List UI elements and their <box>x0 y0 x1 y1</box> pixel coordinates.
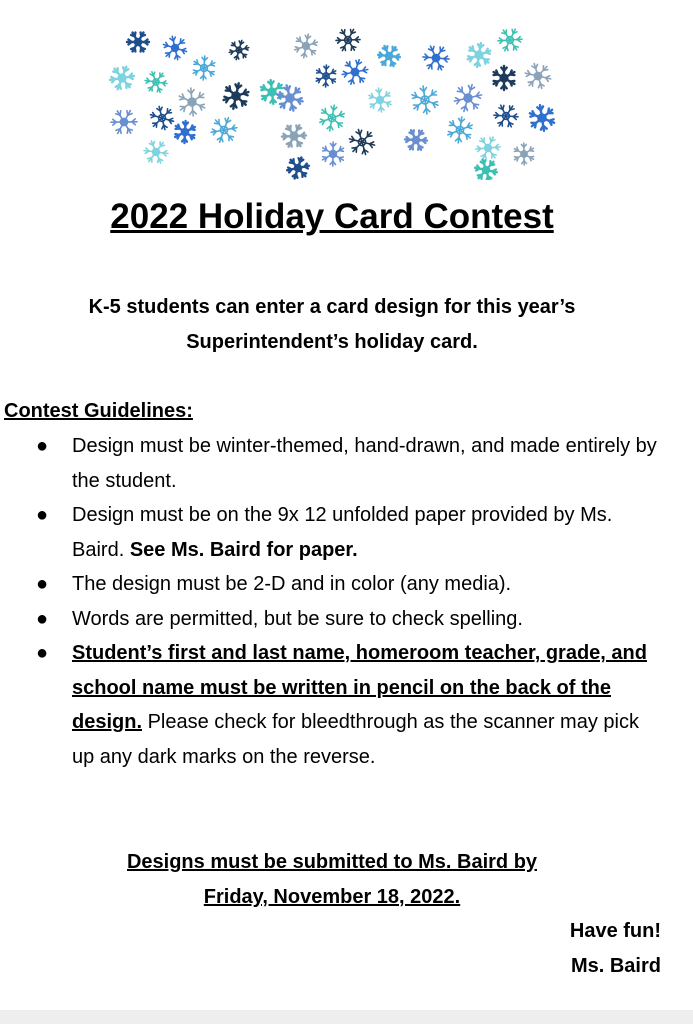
guideline-emphasis-text: Student’s first and last name, homeroom teacher, grade, and school name must be written in pencil on the back of the design. <box>72 642 647 733</box>
deadline-notice <box>0 845 664 915</box>
snowflake-icon <box>476 137 500 159</box>
snowflake-icon <box>530 105 554 131</box>
snowflake-icon <box>127 33 149 52</box>
sign-off <box>570 914 661 984</box>
snowflake-icon <box>111 111 137 134</box>
guideline-item <box>34 429 664 498</box>
snowflake-icon <box>423 46 449 70</box>
snowflake-icon <box>525 64 550 89</box>
snowflake-icon <box>175 121 195 143</box>
guidelines-list <box>34 429 664 774</box>
page-bottom-margin <box>0 1010 693 1024</box>
closing-text: Have fun! <box>569 920 661 942</box>
guideline-item <box>34 602 664 637</box>
page-title: 2022 Holiday Card Contest <box>110 197 554 236</box>
guideline-bold-text: See Ms. Baird for paper. <box>129 538 358 561</box>
snowflake-icon <box>475 160 497 181</box>
snowflake-icon <box>110 67 134 89</box>
snowflake-icon <box>282 125 306 146</box>
snowflake-icon <box>405 130 427 150</box>
snowflake-banner <box>100 20 570 180</box>
snowflake-icon <box>468 43 490 67</box>
guideline-text: Words are permitted, but be sure to check spelling. <box>72 607 523 630</box>
snowflake-icon <box>224 83 249 108</box>
guideline-text: Please check for bleedthrough as the scanner may pick up any dark marks on the reverse. <box>72 711 639 768</box>
snowflake-icon <box>454 85 481 112</box>
intro-line-1: K-5 students can enter a card design for this year’s <box>88 296 576 318</box>
snowflake-icon <box>369 88 391 112</box>
snowflake-icon <box>229 40 248 59</box>
snowflake-icon <box>494 105 518 127</box>
guideline-item <box>34 636 664 774</box>
snowflake-icon <box>498 29 522 51</box>
snowflake-icon <box>336 29 360 50</box>
guidelines-heading: Contest Guidelines: <box>4 400 193 422</box>
guideline-text: Design must be on the 9x 12 unfolded paper provided by Ms. Baird. <box>72 504 613 561</box>
signature: Ms. Baird <box>570 955 661 977</box>
snowflake-icon <box>448 117 472 143</box>
bullet-icon: ● <box>36 504 49 526</box>
snowflake-icon <box>323 142 344 166</box>
bullet-icon: ● <box>36 642 49 664</box>
snowflake-icon <box>295 34 318 58</box>
snowflake-icon <box>193 56 215 80</box>
snowflake-icon <box>151 106 174 129</box>
snowflake-icon <box>342 60 368 85</box>
snowflake-icon <box>316 65 335 87</box>
guideline-text: Design must be winter-themed, hand-drawn, and made entirely by the student. <box>72 435 657 492</box>
snowflake-icon <box>494 66 515 90</box>
snowflake-icon <box>179 88 204 116</box>
snowflake-icon <box>287 158 309 179</box>
snowflake-icon <box>145 72 167 92</box>
snowflake-icon <box>412 86 438 114</box>
guideline-text: The design must be 2-D and in color (any media). <box>72 573 512 595</box>
snowflake-icon <box>320 105 344 131</box>
bullet-icon: ● <box>36 573 49 595</box>
intro-line-2: Superintendent’s holiday card. <box>186 331 478 353</box>
snowflake-cluster-graphic <box>100 20 570 180</box>
snowflake-icon <box>514 143 533 165</box>
snowflake-icon <box>144 141 168 163</box>
snowflake-icon <box>349 130 374 155</box>
guideline-item <box>34 498 664 567</box>
bullet-icon: ● <box>36 435 49 457</box>
deadline-line-2: Friday, November 18, 2022. <box>203 886 461 908</box>
snowflake-icon <box>378 46 400 66</box>
snowflake-icon <box>211 118 237 142</box>
bullet-icon: ● <box>36 607 49 630</box>
deadline-line-1: Designs must be submitted to Ms. Baird by <box>126 851 538 873</box>
snowflake-icon <box>164 36 187 59</box>
guideline-item <box>34 567 664 602</box>
intro-text <box>0 290 664 360</box>
